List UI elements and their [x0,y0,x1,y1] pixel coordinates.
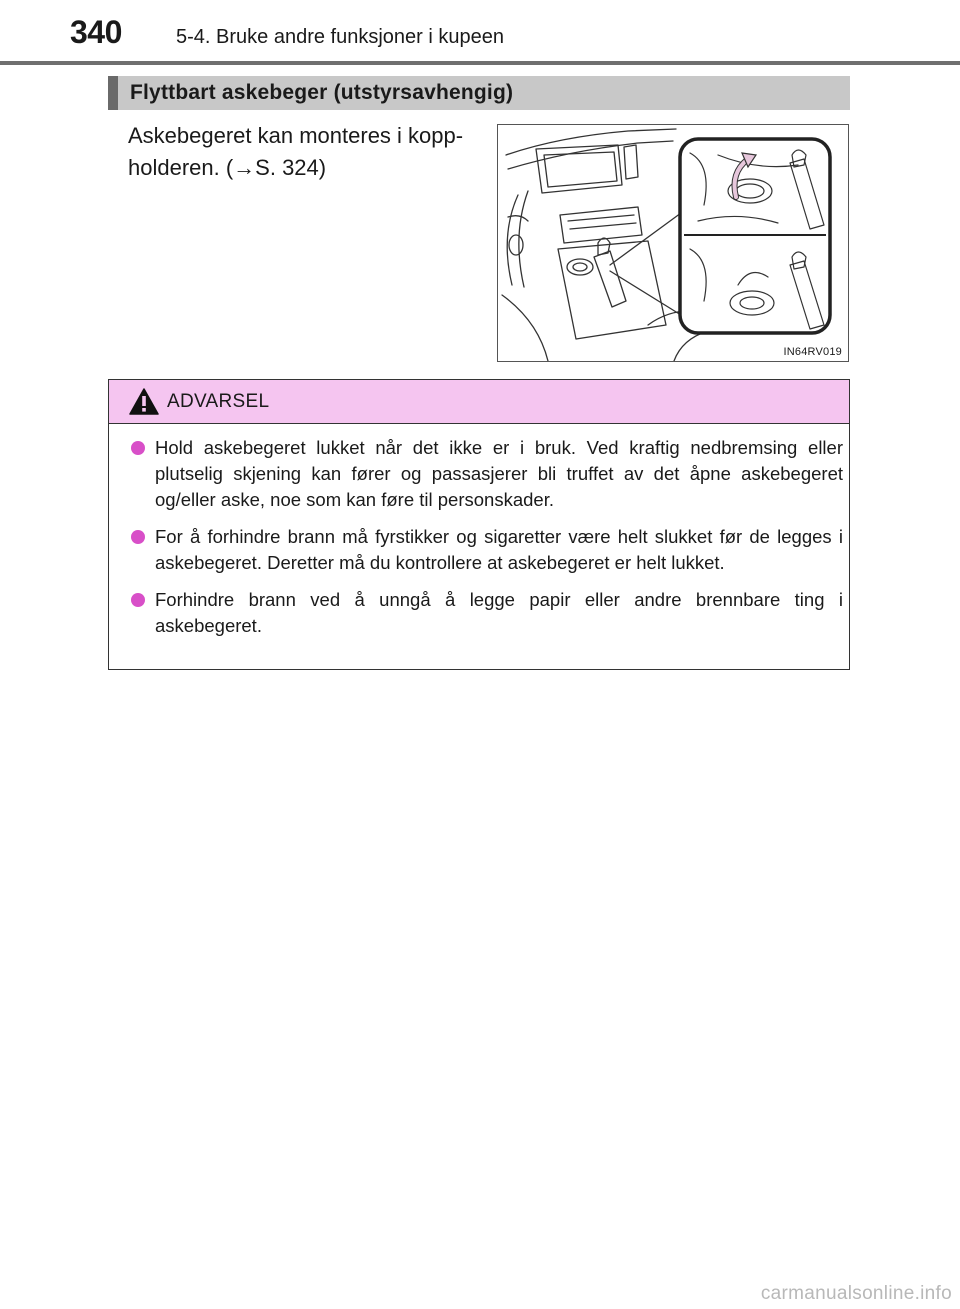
warning-triangle-icon [129,388,159,416]
warning-list [131,435,843,650]
watermark: carmanualsonline.info [760,1283,952,1304]
chapter-title: 5-4. Bruke andre funksjoner i kupeen [176,26,504,48]
warning-item [131,435,843,513]
page-number: 340 [70,14,122,50]
warning-item-text: Forhindre brann ved å unngå å legge papir eller andre brennbare ting i askebegeret. [155,589,843,636]
warning-item-text: Hold askebegeret lukket når det ikke er i bruk. Ved kraftig nedbremsing eller plutselig skjening kan fører og passasjerer bli truffet av det åpne askebegeret og/eller aske, noe som kan føre til personskader. [155,437,843,510]
ashtray-illustration [497,124,849,362]
section-body-line-2: holderen. (→S. 324) [128,155,327,180]
bullet-dot-icon [131,593,145,607]
section-heading-marker [108,76,118,110]
section-heading-bar [108,76,850,110]
warning-item [131,524,843,576]
section-body-line-1: Askebegeret kan monteres i kopp- [128,123,464,148]
ashtray-illustration-drawing [498,125,848,361]
warning-item-text: For å forhindre brann må fyrstikker og sigaretter være helt slukket før de legges i askebegeret. Deretter må du kontrollere at askebegeret er helt lukket. [155,526,843,573]
bullet-dot-icon [131,441,145,455]
warning-header [109,380,849,424]
warning-title: ADVARSEL [167,391,270,412]
warning-item [131,587,843,639]
header-rule [0,61,960,65]
section-body [128,120,488,184]
section-title: Flyttbart askebeger (utstyrsavhengig) [130,81,514,104]
figure-code: IN64RV019 [783,346,842,358]
bullet-dot-icon [131,530,145,544]
warning-box [108,379,850,670]
